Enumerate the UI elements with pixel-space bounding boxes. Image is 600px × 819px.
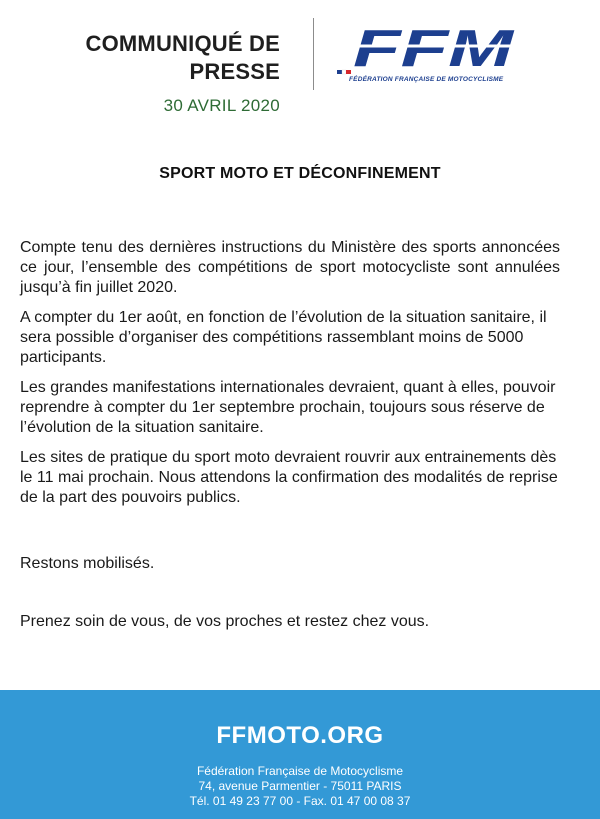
closing-line-2: Prenez soin de vous, de vos proches et restez chez vous. <box>20 613 430 630</box>
footer-address: 74, avenue Parmentier - 75011 PARIS <box>198 779 402 793</box>
page-header <box>0 0 600 130</box>
logo-subtitle: FÉDÉRATION FRANÇAISE DE MOTOCYCLISME <box>349 76 504 83</box>
page-footer <box>0 690 600 819</box>
document-heading: SPORT MOTO ET DÉCONFINEMENT <box>159 165 441 182</box>
logo-lettering: FFM <box>353 22 516 76</box>
closing-line-1: Restons mobilisés. <box>20 555 155 572</box>
ffm-logo <box>335 22 520 86</box>
paragraph: A compter du 1er août, en fonction de l’évolution de la situation sanitaire, il sera possible d’organiser des compétitions rassemblant moins de 5000 participants. <box>20 309 547 366</box>
paragraph: Les sites de pratique du sport moto devraient rouvrir aux entrainements dès le 11 mai prochain. Nous attendons la confirmation des modalités de reprise de la part des pouvoirs publics. <box>20 449 558 506</box>
website-link[interactable]: FFMOTO.ORG <box>216 722 384 749</box>
header-divider <box>313 18 314 90</box>
footer-address-block <box>0 764 600 809</box>
press-release-title-line-1: COMMUNIQUÉ DE <box>85 31 280 56</box>
press-release-title-line-2: PRESSE <box>189 59 280 84</box>
paragraph: Les grandes manifestations internationales devraient, quant à elles, pouvoir reprendre à compter du 1er septembre prochain, toujours sous réserve de l’évolution de la situation sanitaire. <box>20 379 556 436</box>
flag-blue-icon <box>337 70 342 74</box>
ffm-logo-mark <box>335 22 520 76</box>
footer-org-name: Fédération Française de Motocyclisme <box>196 764 404 778</box>
release-date: 30 AVRIL 2020 <box>163 96 280 115</box>
title-block <box>40 30 280 116</box>
flag-red-icon <box>346 70 351 74</box>
flag-white-icon <box>342 70 346 74</box>
paragraph: Compte tenu des dernières instructions du Ministère des sports annoncées ce jour, l’ensemble des compétitions de sport motocycliste sont annulées jusqu’à fin juillet 2020. <box>20 239 560 296</box>
body-text <box>20 238 560 518</box>
footer-contact: Tél. 01 49 23 77 00 - Fax. 01 47 00 08 37 <box>189 794 411 808</box>
